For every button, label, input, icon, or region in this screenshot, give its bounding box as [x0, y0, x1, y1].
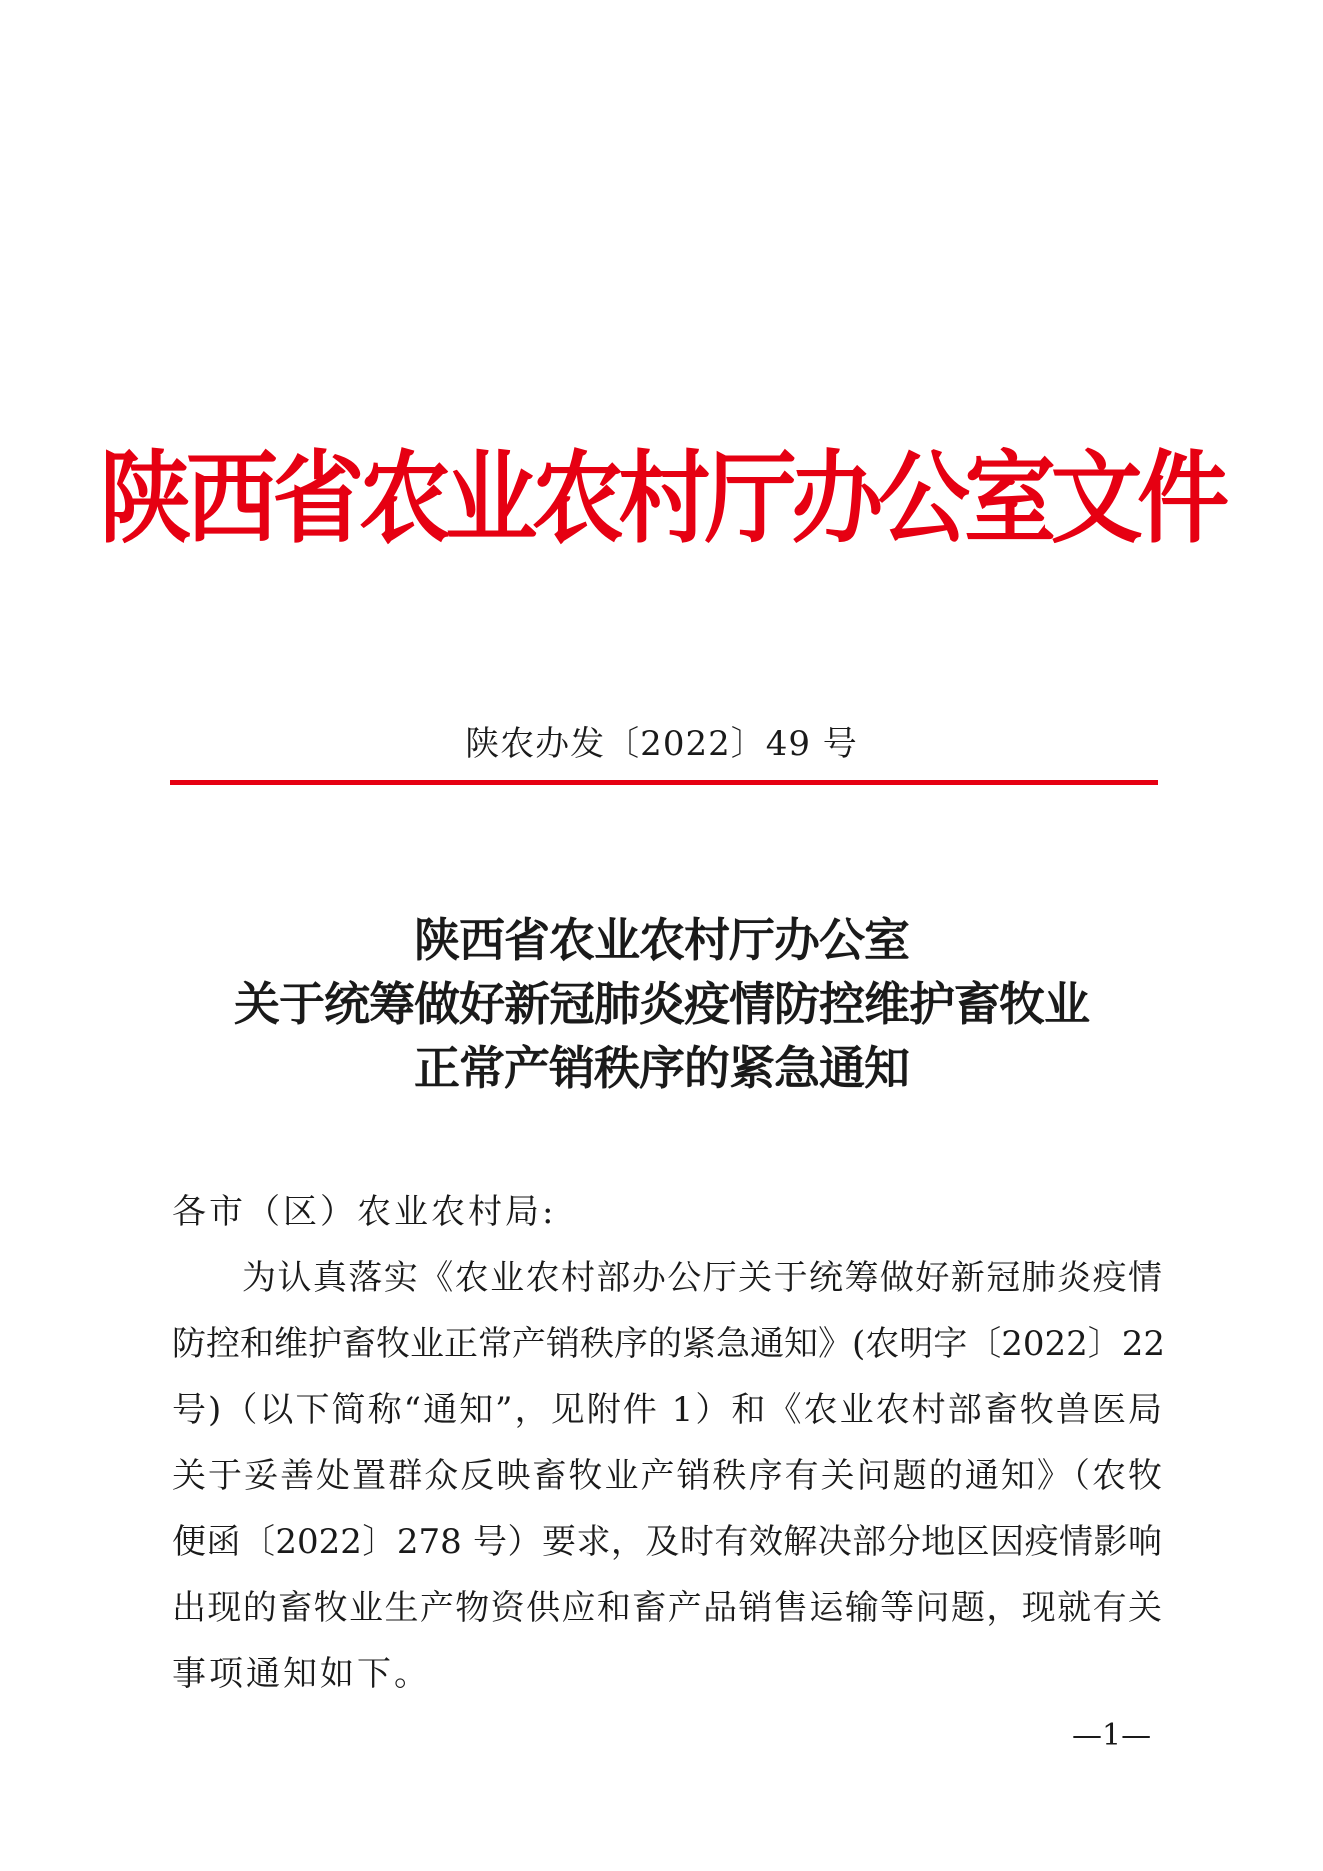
red-separator-rule: [170, 780, 1158, 785]
body-line-1: 为认真落实《农业农村部办公厅关于统筹做好新冠肺炎疫情: [242, 1258, 1162, 1298]
page-number: —1—: [1072, 1718, 1152, 1753]
title-line-3: 正常产销秩序的紧急通知: [414, 1041, 909, 1095]
document-number: 陕农办发〔2022〕49 号: [465, 724, 858, 764]
title-line-1: 陕西省农业农村厅办公室: [414, 913, 909, 967]
body-line-5: 便函〔2022〕278 号）要求，及时有效解决部分地区因疫情影响: [172, 1522, 1162, 1562]
body-paragraph: [172, 1256, 1166, 1718]
body-line-2: 防控和维护畜牧业正常产销秩序的紧急通知》(农明字〔2022〕22: [172, 1324, 1166, 1364]
salutation: 各市（区）农业农村局:: [172, 1192, 557, 1232]
body-line-7: 事项通知如下。: [172, 1654, 431, 1694]
body-line-4: 关于妥善处置群众反映畜牧业产销秩序有关问题的通知》（农牧: [172, 1456, 1162, 1496]
document-masthead: 陕西省农业农村厅办公室文件: [99, 439, 1224, 557]
document-title: [0, 908, 1323, 1100]
body-line-6: 出现的畜牧业生产物资供应和畜产品销售运输等问题，现就有关: [172, 1588, 1162, 1628]
title-line-2: 关于统筹做好新冠肺炎疫情防控维护畜牧业: [234, 977, 1089, 1031]
body-line-3: 号)（以下简称“通知”，见附件 1）和《农业农村部畜牧兽医局: [172, 1390, 1162, 1430]
